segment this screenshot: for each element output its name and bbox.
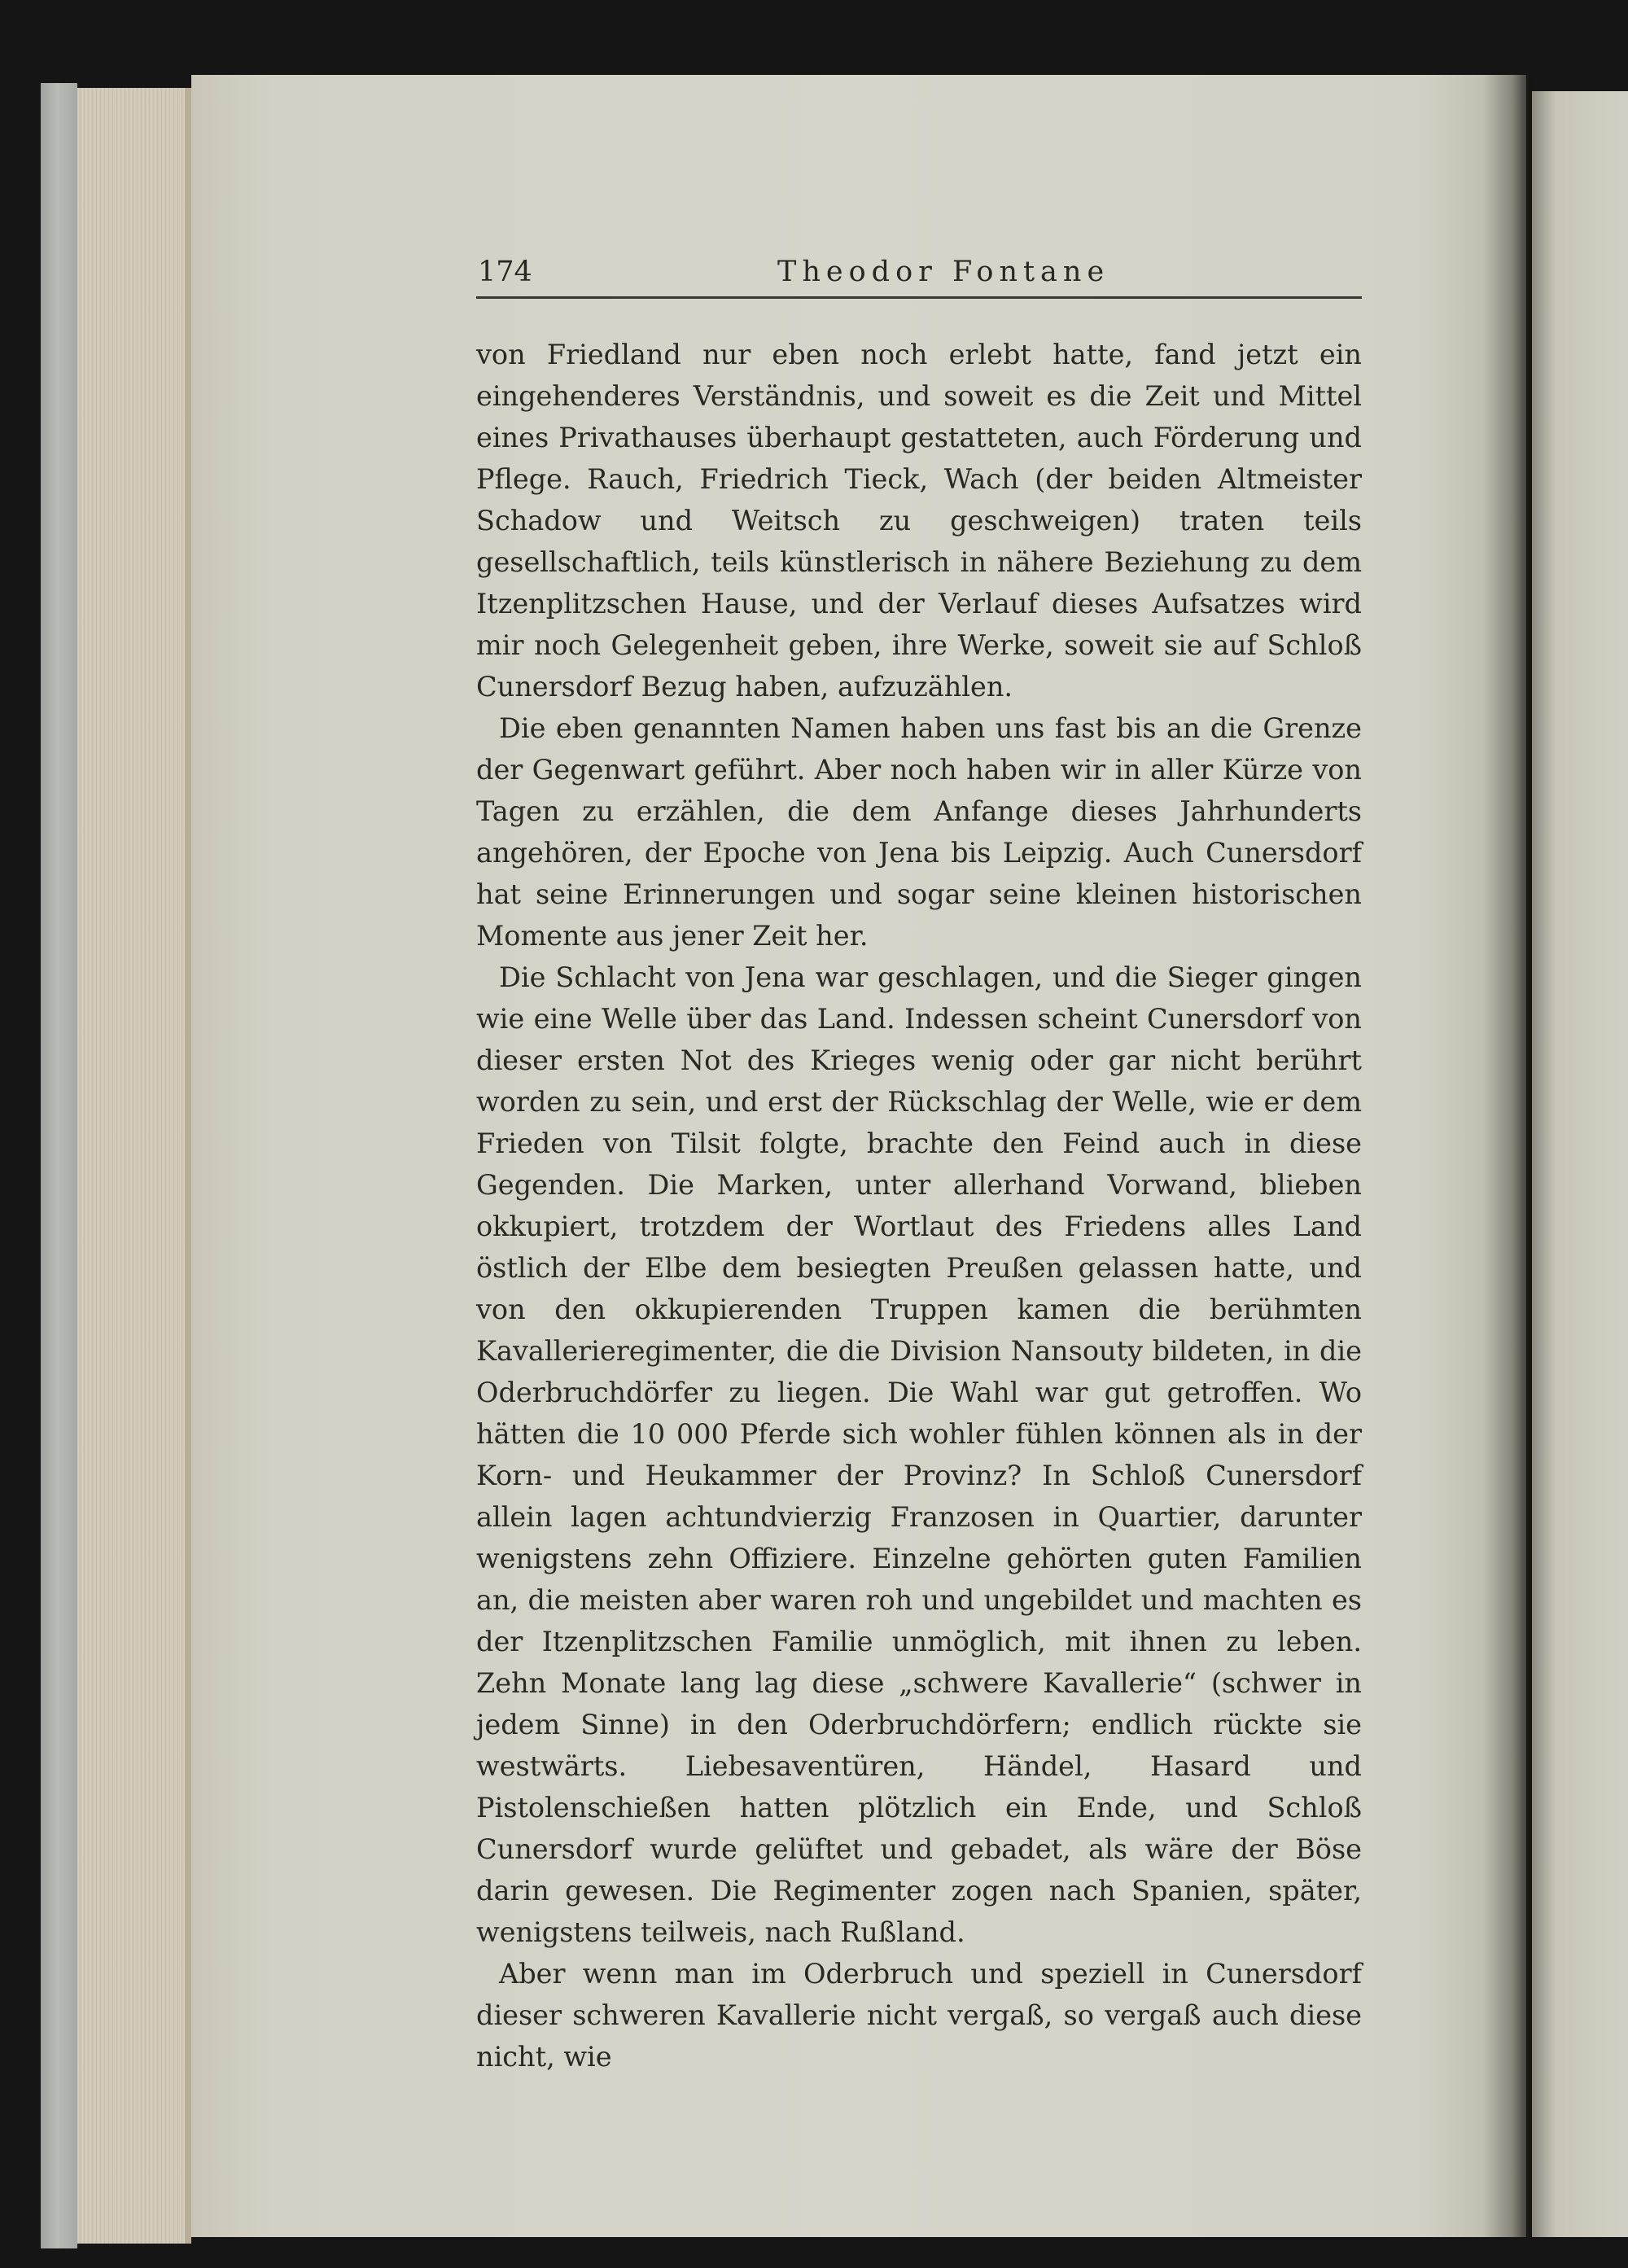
paragraph: von Friedland nur eben noch erlebt hatte, fand jetzt ein eingehenderes Verständnis, und soweit es die Zeit und Mittel eines Privathauses überhaupt gestatteten, auch Förderung und Pflege. Rauch, Friedrich Tieck, Wach (der beiden Altmeister Schadow und Weitsch zu geschweigen) traten teils gesellschaftlich, teils künstlerisch in nähere Beziehung zu dem Itzenplitzschen Hause, und der Verlauf dieses Aufsatzes wird mir noch Gelegenheit geben, ihre Werke, soweit sie auf Schloß Cunersdorf Bezug haben, aufzuzählen. [476, 339, 1362, 703]
paragraph: Die Schlacht von Jena war geschlagen, und die Sieger gingen wie eine Welle über das Land. Indessen scheint Cunersdorf von dieser ersten Not des Krieges wenig oder gar nicht berührt worden zu sein, und erst der Rückschlag der Welle, wie er dem Frieden von Tilsit folgte, brachte den Feind auch in diese Gegenden. Die Marken, unter allerhand Vorwand, blieben okkupiert, trotzdem der Wortlaut des Friedens alles Land östlich der Elbe dem besiegten Preußen gelassen hatte, und von den okkupierenden Truppen kamen die berühmten Kavallerieregimenter, die die Division Nansouty bildeten, in die Oderbruchdörfer zu liegen. Die Wahl war gut getroffen. Wo hätten die 10 000 Pferde sich wohler fühlen können als in der Korn- und Heukammer der Provinz? In Schloß Cunersdorf allein lagen achtundvierzig Franzosen in Quartier, darunter wenigstens zehn Offiziere. Einzelne gehörten guten Familien an, die meisten aber waren roh und ungebildet und machten es der Itzenplitzschen Familie unmöglich, mit ihnen zu leben. Zehn Monate lang lag diese „schwere Kavallerie“ (schwer in jedem Sinne) in den Oderbruchdörfern; endlich rückte sie westwärts. Liebesaventüren, Händel, Hasard und Pistolenschießen hatten plötzlich ein Ende, und Schloß Cunersdorf wurde gelüftet und gebadet, als wäre der Böse darin gewesen. Die Regimenter zogen nach Spanien, später, wenigstens teilweis, nach Rußland. [476, 961, 1362, 1948]
book-gutter [1483, 75, 1532, 2237]
book-cover-edge [41, 83, 77, 2248]
page-edges [77, 88, 191, 2244]
paragraph: Die eben genannten Namen haben uns fast bis an die Grenze der Gegenwart geführt. Aber noch haben wir in aller Kürze von Tagen zu erzählen, die dem Anfange dieses Jahrhunderts angehören, der Epoche von Jena bis Leipzig. Auch Cunersdorf hat seine Erinnerungen und sogar seine kleinen historischen Momente aus jener Zeit her. [476, 712, 1362, 952]
paragraph: Aber wenn man im Oderbruch und speziell in Cunersdorf dieser schweren Kavallerie nicht vergaß, so vergaß auch diese nicht, wie [476, 1958, 1362, 2073]
running-head: Theodor Fontane [777, 256, 1110, 288]
facing-page [1532, 91, 1628, 2237]
body-text [476, 334, 1362, 2078]
page-header [476, 246, 1362, 299]
page-number: 174 [478, 256, 532, 288]
